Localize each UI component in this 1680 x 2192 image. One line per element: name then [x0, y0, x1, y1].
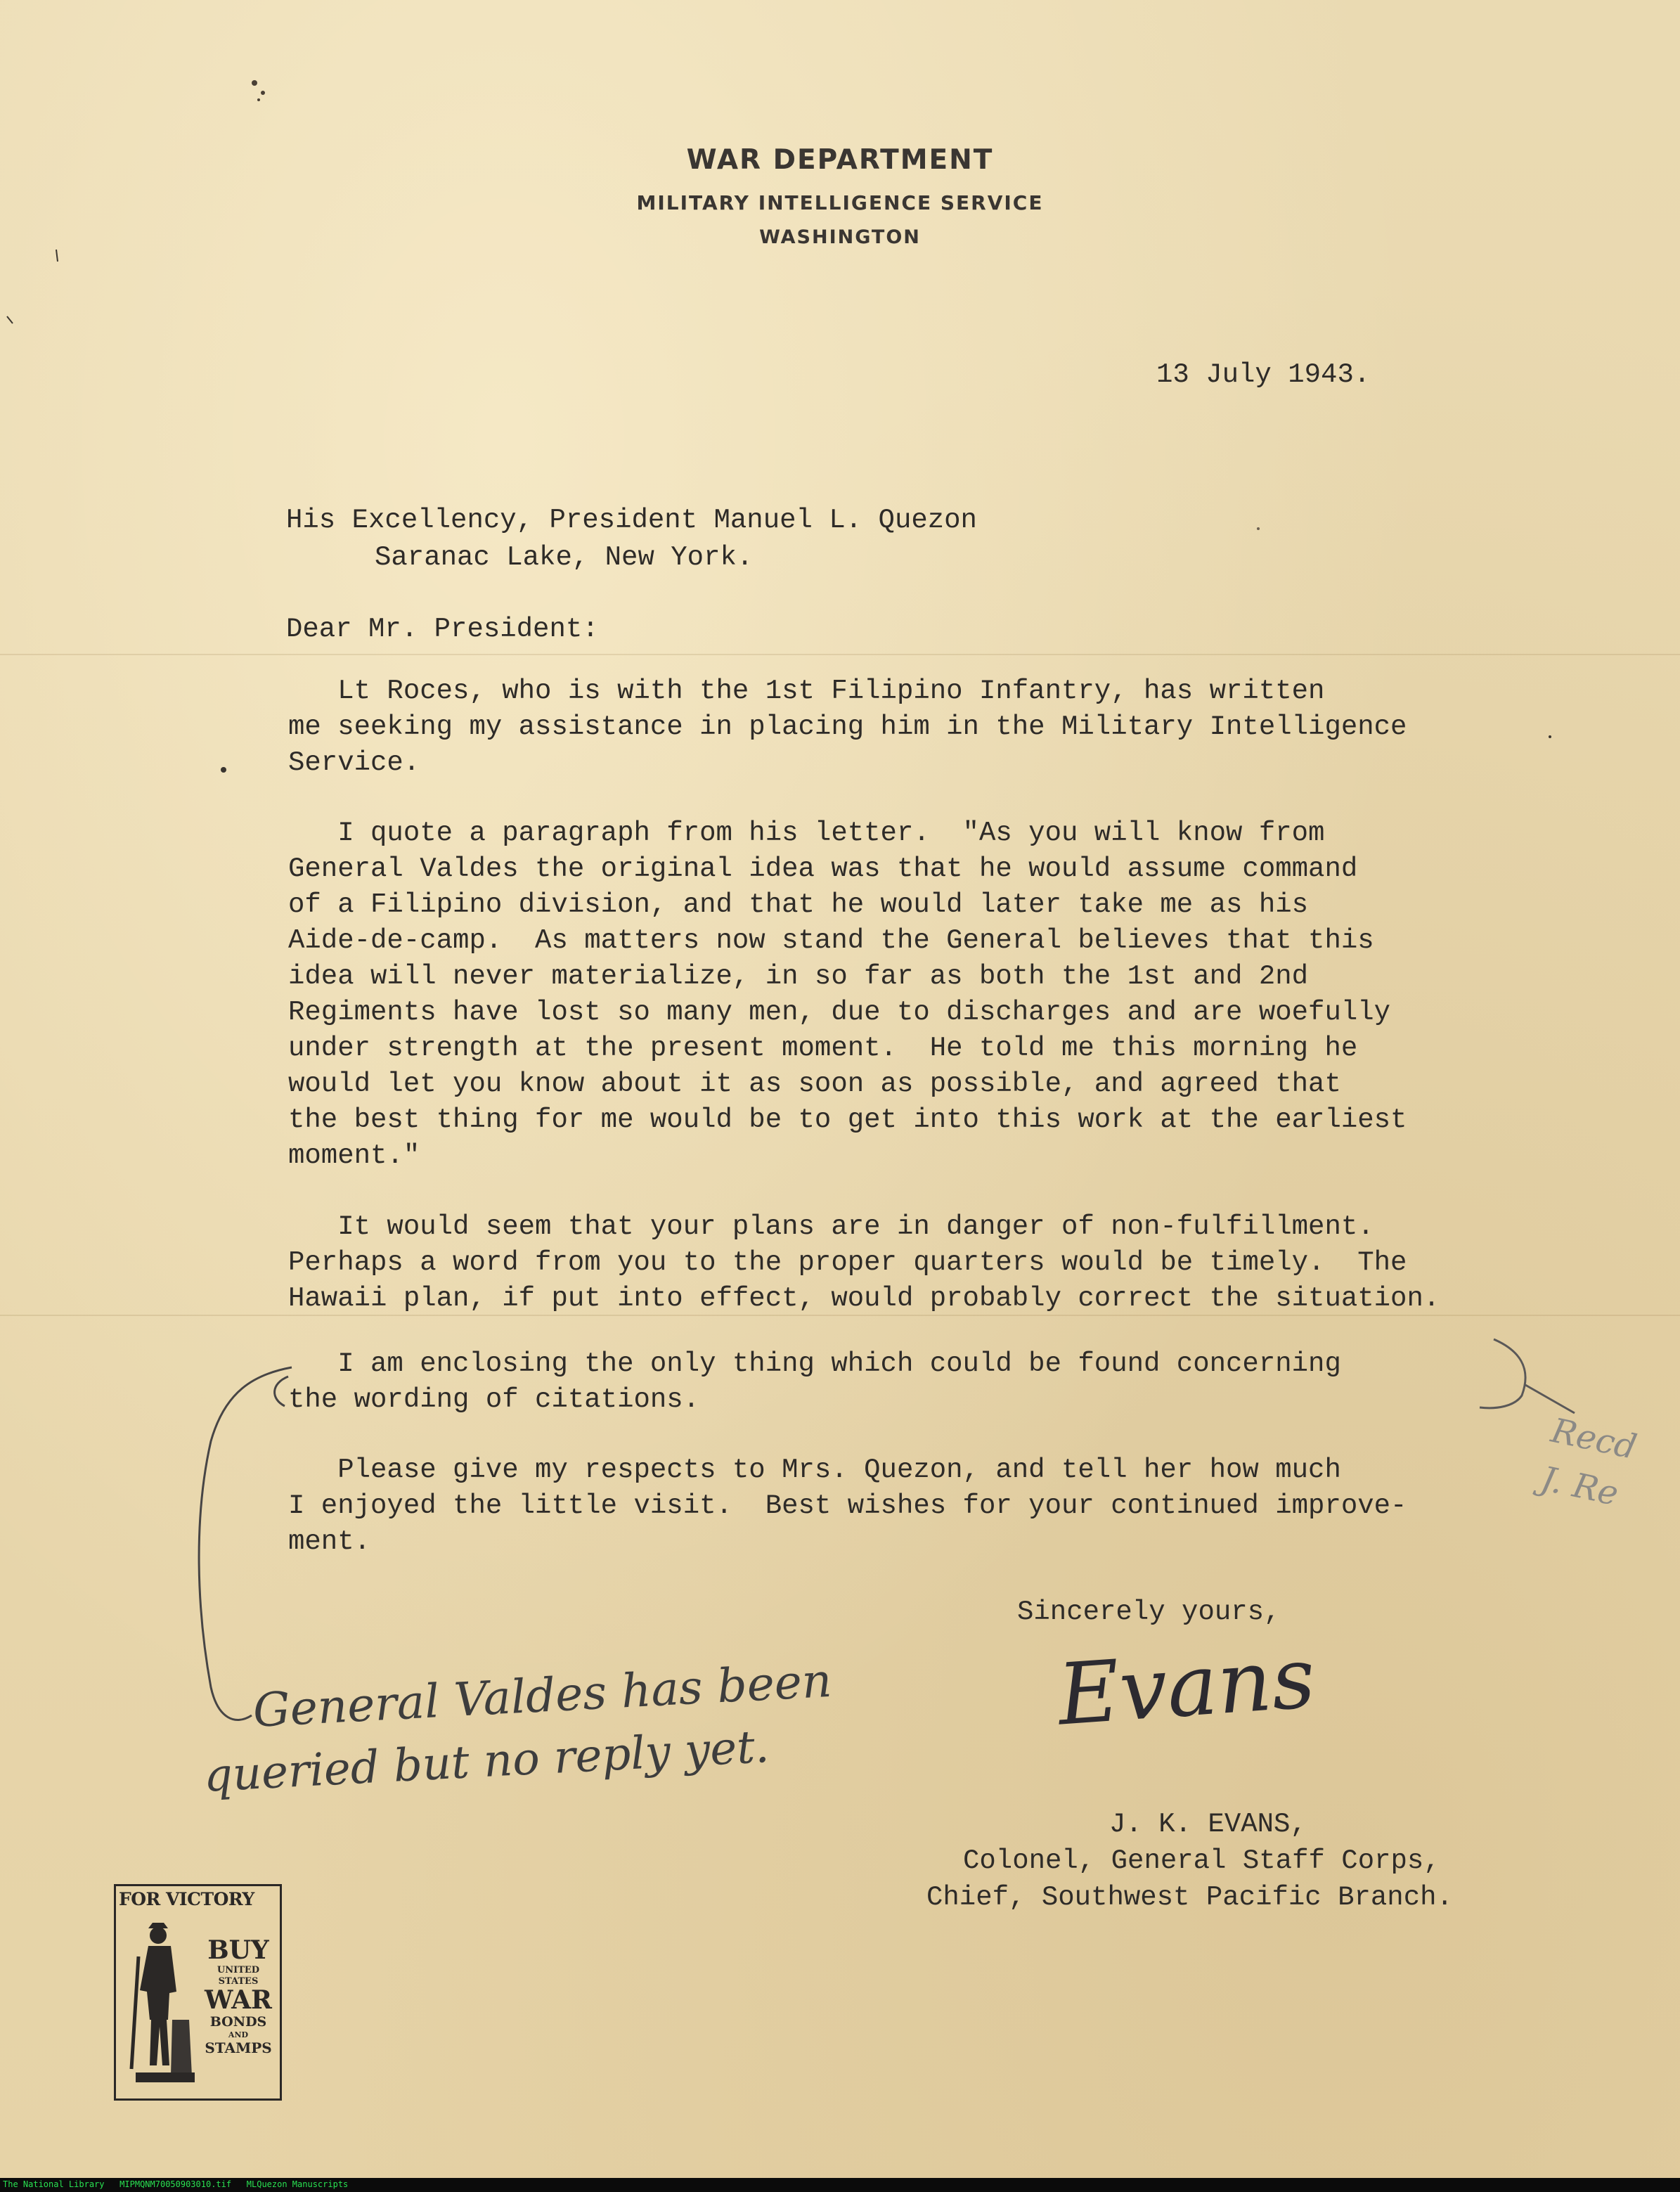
body-paragraph-5: [288, 1452, 1575, 1560]
stamp-and: AND: [228, 2030, 249, 2039]
stamp-states: STATES: [218, 1976, 259, 1987]
signatory-branch: Chief, Southwest Pacific Branch.: [926, 1882, 1453, 1913]
stamp-united: UNITED: [217, 1965, 260, 1975]
text-line: idea will never materialize, in so far as both the 1st and 2nd: [288, 961, 1309, 992]
stamp-bonds: BONDS: [209, 2014, 267, 2030]
text-line: moment.": [288, 1140, 420, 1171]
text-line: Aide-de-camp. As matters now stand the General believes that this: [288, 925, 1374, 956]
address-line-2: Saranac Lake, New York.: [375, 542, 754, 573]
text-line: of a Filipino division, and that he would later take me as his: [288, 889, 1309, 920]
stamp-buy: BUY: [207, 1935, 269, 1965]
text-line: Service.: [288, 747, 420, 778]
text-line: Regiments have lost so many men, due to discharges and are woefully: [288, 997, 1391, 1028]
text-line: under strength at the present moment. He told me this morning he: [288, 1033, 1358, 1064]
text-line: Lt Roces, who is with the 1st Filipino Infantry, has written: [288, 676, 1325, 707]
letterhead-subtitle: MILITARY INTELLIGENCE SERVICE: [636, 191, 1044, 214]
signatory-rank: Colonel, General Staff Corps,: [963, 1845, 1440, 1876]
text-line: I am enclosing the only thing which could be found concerning: [288, 1348, 1341, 1379]
scan-footer-bar: [0, 2178, 1680, 2192]
stamp-war: WAR: [205, 1985, 272, 2015]
text-line: Hawaii plan, if put into effect, would probably correct the situation.: [288, 1283, 1440, 1314]
text-line: It would seem that your plans are in danger of non-fulfillment.: [288, 1211, 1374, 1242]
text-line: General Valdes the original idea was that he would assume command: [288, 853, 1358, 884]
stamp-stamps: STAMPS: [205, 2039, 272, 2056]
war-bonds-stamp: [114, 1884, 282, 2101]
body-paragraph-2: [288, 815, 1575, 1174]
address-line-1: His Excellency, President Manuel L. Quezon: [286, 505, 977, 536]
text-line: the wording of citations.: [288, 1384, 700, 1415]
handwritten-note-line-2: queried but no reply yet.: [202, 1720, 770, 1803]
letter-date: 13 July 1943.: [1156, 359, 1371, 390]
text-line: ment.: [288, 1526, 371, 1557]
text-line: I enjoyed the little visit. Best wishes for your continued improve-: [288, 1490, 1407, 1521]
letterhead-city: WASHINGTON: [759, 226, 921, 248]
minuteman-figure-icon: [122, 1914, 199, 2091]
text-line: the best thing for me would be to get into this work at the earliest: [288, 1104, 1407, 1135]
margin-annotation-line: Recd: [1547, 1410, 1641, 1468]
letterhead-title: WAR DEPARTMENT: [686, 144, 994, 176]
text-line: Please give my respects to Mrs. Quezon, and tell her how much: [288, 1455, 1341, 1485]
handwritten-note-line-1: General Valdes has been: [252, 1653, 834, 1738]
scan-footer-text: The National Library MIPMQNM70050903010.tif MLQuezon Manuscripts: [3, 2179, 349, 2189]
salutation: Dear Mr. President:: [286, 614, 599, 645]
body-paragraph-3: [288, 1209, 1575, 1317]
stamp-heading: FOR VICTORY: [119, 1889, 254, 1909]
body-paragraph-1: [288, 673, 1575, 781]
closing: Sincerely yours,: [1017, 1597, 1281, 1627]
text-line: Perhaps a word from you to the proper quarters would be timely. The: [288, 1247, 1407, 1278]
text-line: I quote a paragraph from his letter. "As you will know from: [288, 818, 1325, 849]
text-line: would let you know about it as soon as possible, and agreed that: [288, 1069, 1341, 1100]
text-line: me seeking my assistance in placing him in the Military Intelligence: [288, 711, 1407, 742]
pencil-bracket-left: [199, 1367, 292, 1720]
handwritten-signature: Evans: [1054, 1629, 1319, 1745]
pencil-brace-left: [275, 1377, 288, 1406]
margin-annotation-line: J. Re: [1537, 1459, 1622, 1514]
signatory-name: J. K. EVANS,: [1109, 1809, 1307, 1840]
body-paragraph-4: [288, 1346, 1575, 1418]
